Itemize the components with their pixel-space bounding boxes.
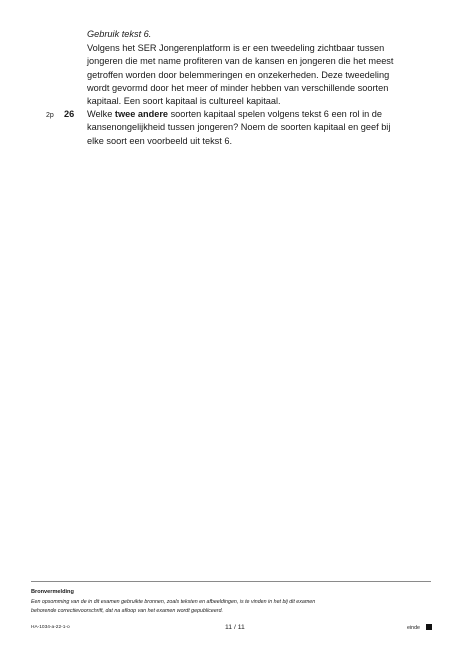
question-number: 26 <box>64 109 75 119</box>
page-number: 11 / 11 <box>225 624 245 631</box>
text-reference-label: Gebruik tekst 6. <box>87 29 152 39</box>
intro-line: Volgens het SER Jongerenplatform is er een tweedeling zichtbaar tussen <box>87 43 385 53</box>
question-line-end: soorten kapitaal spelen volgens tekst 6 een rol in de <box>168 109 383 119</box>
intro-paragraph <box>87 42 432 108</box>
sources-heading: Bronvermelding <box>31 589 74 595</box>
intro-line: jongeren die met name profiteren van de kansen en jongeren die het meest <box>87 56 394 67</box>
intro-line: kapitaal. Een soort kapitaal is cultureel kapitaal. <box>87 96 281 107</box>
question-emphasis: twee andere <box>114 109 169 119</box>
question-line <box>87 108 432 121</box>
intro-line: getroffen worden door belemmeringen en onzekerheden. Deze tweedeling <box>87 69 390 80</box>
question-points: 2p <box>46 112 54 119</box>
sources-note <box>31 598 441 615</box>
end-square-icon <box>426 624 432 630</box>
exam-code: HA-1034-a-22-1-o <box>31 625 70 630</box>
question-line: elke soort een voorbeeld uit tekst 6. <box>87 135 233 146</box>
footer-divider <box>31 581 431 582</box>
sources-line: behorende correctievoorschrift, dat na afloop van het examen wordt gepubliceerd. <box>31 607 223 614</box>
intro-line: wordt gevormd door het meer of minder hebben van verschillende soorten <box>87 82 389 93</box>
question-line-start: Welke <box>87 109 115 119</box>
question-text <box>87 108 432 148</box>
sources-line: Een opsomming van de in dit examen gebruikte bronnen, zoals teksten en afbeeldingen, is te vinden in het bij dit examen <box>31 599 316 605</box>
end-label: einde <box>407 625 420 631</box>
question-line: kansenongelijkheid tussen jongeren? Noem de soorten kapitaal en geef bij <box>87 122 391 133</box>
